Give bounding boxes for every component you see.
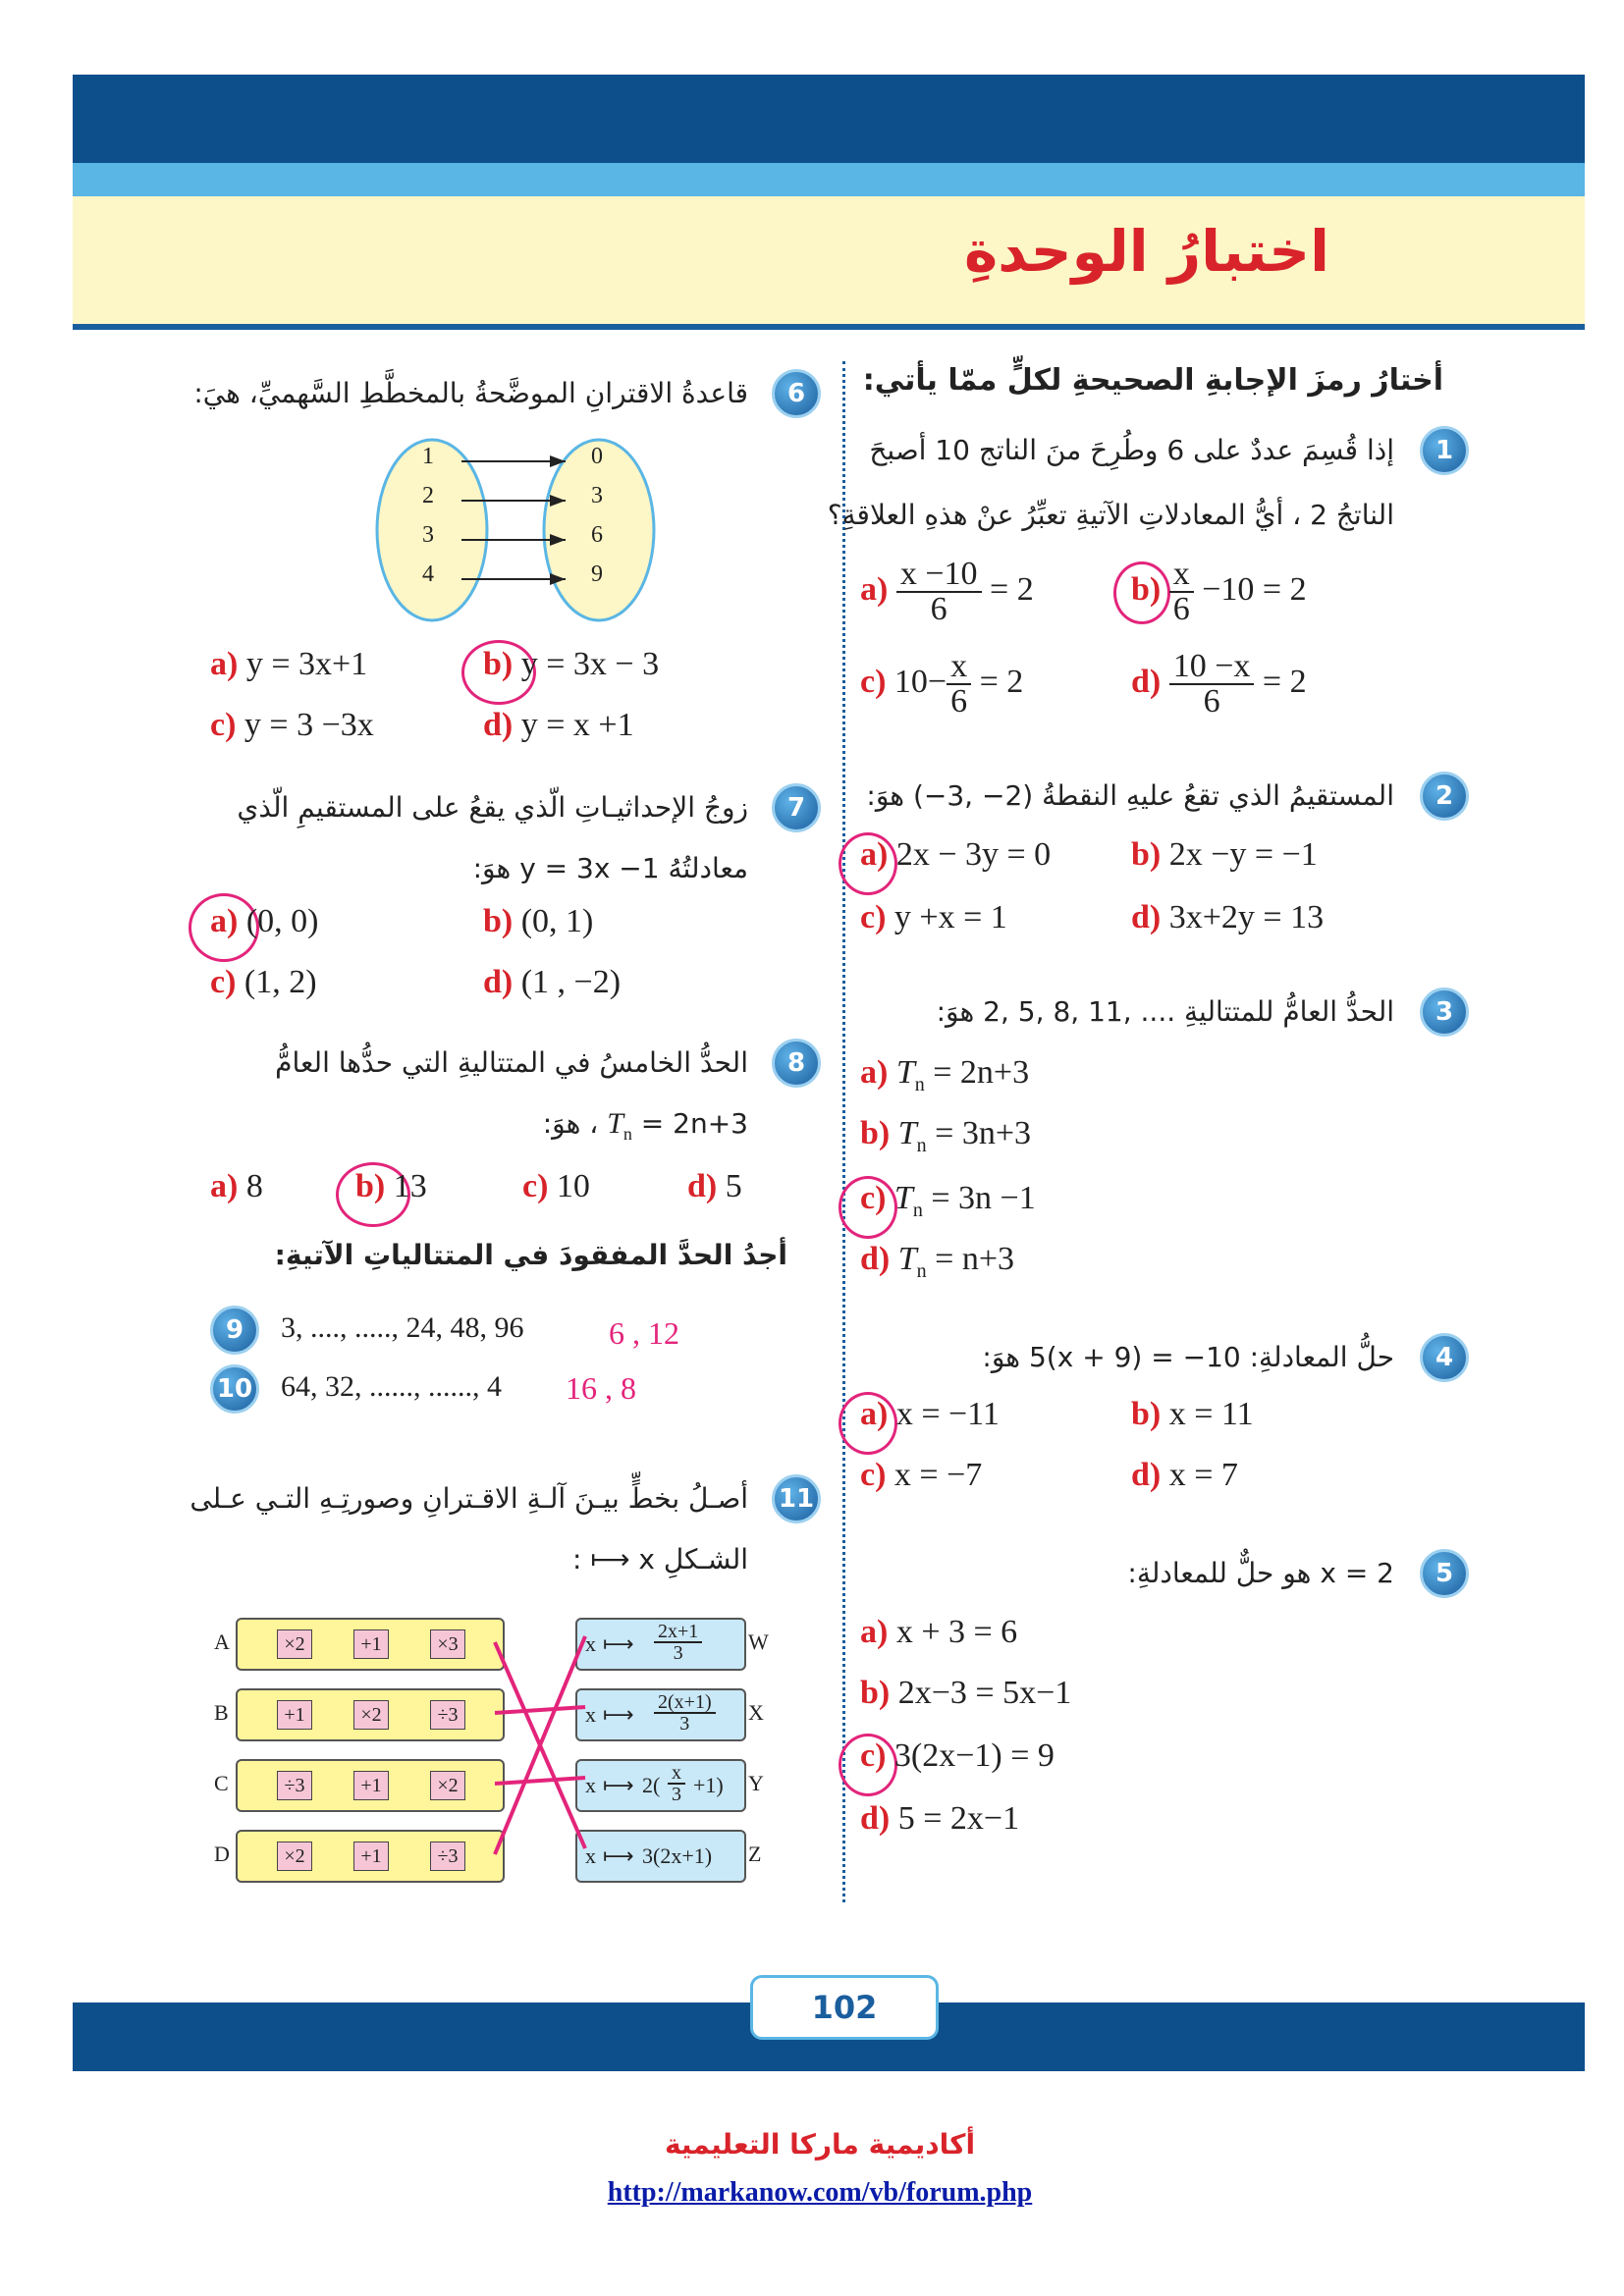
q4-option-a[interactable]: a) x = −11 xyxy=(860,1396,1000,1432)
matching-lines xyxy=(491,1610,599,1895)
academy-name: أكاديمية ماركا التعليمية xyxy=(664,2128,976,2161)
q1-line2: الناتجُ 2 ، أيُّ المعادلاتِ الآتيةِ تعبِّرُ عنْ هذهِ العلاقةِ؟ xyxy=(827,499,1394,531)
header-title-band xyxy=(73,196,1585,330)
q7-line1: زوجُ الإحداثيـاتِ الّذي يقعُ على المستقيمِ الّذي xyxy=(237,791,748,824)
q7-option-d[interactable]: d) (1 , −2) xyxy=(483,964,622,1000)
q3-option-c[interactable]: c) $T_n = 3n -1$ xyxy=(860,1180,1036,1221)
machine-label: B xyxy=(214,1700,229,1725)
q4-option-d[interactable]: d) x = 7 xyxy=(1131,1457,1238,1493)
question-number-5: 5 xyxy=(1420,1549,1469,1598)
q1-d-fraction: $\frac{10 -x}{6}$ xyxy=(1169,650,1255,719)
question-number-2: 2 xyxy=(1420,772,1469,821)
machine-op: +1 xyxy=(353,1842,389,1871)
function-machine xyxy=(236,1618,505,1671)
missing-terms-heading: أجدُ الحدَّ المفقودَ في المتتالياتِ الآتيةِ: xyxy=(274,1239,787,1271)
function-image-box: x ⟼ 3(2x+1) xyxy=(575,1830,746,1883)
q6-option-b[interactable]: b) y = 3x − 3 xyxy=(483,646,660,682)
q6-option-d[interactable]: d) y = x +1 xyxy=(483,707,634,743)
q10-sequence: 64, 32, ......, ......, 4 xyxy=(281,1370,502,1403)
machine-op: +1 xyxy=(353,1629,389,1659)
image-label: X xyxy=(748,1700,764,1725)
forum-link[interactable]: http://markanow.com/vb/forum.php xyxy=(607,2177,1033,2208)
machine-op: ×2 xyxy=(277,1842,312,1871)
machine-op: +1 xyxy=(353,1771,389,1800)
q7-option-b[interactable]: b) (0, 1) xyxy=(483,903,594,939)
machine-op: +1 xyxy=(277,1700,312,1730)
q2-text: المستقيمُ الذي تقعُ عليهِ النقطةُ (2− ,3−) هوَ: xyxy=(866,779,1394,812)
question-number-7: 7 xyxy=(772,783,821,832)
arrow-diagram xyxy=(373,432,668,628)
q5-option-d[interactable]: d) 5 = 2x−1 xyxy=(860,1800,1020,1837)
question-number-1: 1 xyxy=(1420,426,1469,475)
q3-option-b[interactable]: b) $T_n = 3n+3$ xyxy=(860,1115,1032,1156)
range-value: 6 xyxy=(591,522,603,548)
q8-option-c[interactable]: c) 10 xyxy=(522,1168,590,1204)
header-band-dark xyxy=(73,75,1585,163)
q8-line2: $T_n = 2n+3$ ، هوَ: xyxy=(542,1107,748,1144)
function-machine xyxy=(236,1759,505,1812)
image-label: Y xyxy=(748,1771,764,1795)
q1-option-c[interactable]: c) 10− $\frac{x}{6}$ = 2 xyxy=(860,648,1024,720)
page-number-box: 102 xyxy=(750,1975,939,2040)
q1-line1: إذا قُسِمَ عددٌ على 6 وطُرِحَ منَ الناتج 10 أصبحَ xyxy=(869,434,1394,466)
function-machine xyxy=(236,1830,505,1883)
function-image-box: x ⟼ $\frac{2(x+1)}{3}$ xyxy=(575,1688,746,1741)
q2-option-a[interactable]: a) 2x − 3y = 0 xyxy=(860,836,1052,873)
q3-text: الحدُّ العامُّ للمتتاليةِ .... ,11 ,8 ,5 ,2 هوَ: xyxy=(936,995,1394,1028)
machine-op: ÷3 xyxy=(430,1700,465,1730)
question-number-8: 8 xyxy=(772,1039,821,1088)
question-number-9: 9 xyxy=(210,1306,259,1355)
machine-label: D xyxy=(214,1842,230,1866)
q1-option-a[interactable]: a) $\frac{x -10}{6}$ = 2 xyxy=(860,556,1034,627)
q8-option-b[interactable]: b) 13 xyxy=(355,1168,427,1204)
q4-option-b[interactable]: b) x = 11 xyxy=(1131,1396,1254,1432)
q3-option-d[interactable]: d) $T_n = n+3$ xyxy=(860,1241,1015,1282)
machine-op: ×2 xyxy=(277,1629,312,1659)
q9-sequence: 3, ...., ....., 24, 48, 96 xyxy=(281,1311,524,1344)
q11-line1: أصـلُ بخطٍّ بيـنَ آلـةِ الاقـترانِ وصورتِـهِ التـي عـلى xyxy=(189,1482,748,1515)
q5-text: x = 2 هو حلٌّ للمعادلةِ: xyxy=(1127,1557,1394,1589)
domain-value: 2 xyxy=(422,483,434,508)
instructions: أختارُ رمزَ الإجابةِ الصحيحةِ لكلٍّ ممّا يأتي: xyxy=(862,363,1443,398)
function-image-box: x ⟼ 2( $\frac{x}{3}$ +1) xyxy=(575,1759,746,1812)
domain-value: 1 xyxy=(422,444,434,469)
domain-value: 3 xyxy=(422,522,434,548)
function-image-box: x ⟼ $\frac{2x+1}{3}$ xyxy=(575,1618,746,1671)
q9-answer: 6 , 12 xyxy=(609,1315,679,1351)
q2-option-b[interactable]: b) 2x −y = −1 xyxy=(1131,836,1318,873)
function-machine xyxy=(236,1688,505,1741)
range-value: 0 xyxy=(591,444,603,469)
q1-b-fraction: $\frac{x}{6}$ xyxy=(1169,558,1194,626)
q10-answer: 16 , 8 xyxy=(566,1370,636,1406)
header-band-light xyxy=(73,163,1585,196)
question-number-6: 6 xyxy=(772,369,821,418)
image-label: Z xyxy=(748,1842,762,1866)
machine-label: C xyxy=(214,1771,229,1795)
q2-option-d[interactable]: d) 3x+2y = 13 xyxy=(1131,899,1325,935)
q2-option-c[interactable]: c) y +x = 1 xyxy=(860,899,1007,935)
q5-option-c[interactable]: c) 3(2x−1) = 9 xyxy=(860,1737,1055,1774)
question-number-11: 11 xyxy=(772,1474,821,1523)
machine-label: A xyxy=(214,1629,230,1654)
domain-value: 4 xyxy=(422,561,434,587)
machine-op: ×2 xyxy=(430,1771,465,1800)
machine-op: ×3 xyxy=(430,1629,465,1659)
column-divider xyxy=(842,361,845,1902)
q1-option-b[interactable]: b) $\frac{x}{6}$ −10 = 2 xyxy=(1131,556,1307,627)
range-value: 9 xyxy=(591,561,603,587)
q7-line2: معادلتُهُ y = 3x −1 هوَ: xyxy=(472,852,748,884)
q6-text: قاعدةُ الاقترانِ الموضَّحةُ بالمخطَّطِ السَّهميِّ، هيَ: xyxy=(193,377,748,409)
q11-line2: الشـكلِ x ⟼ : xyxy=(571,1543,748,1575)
q5-option-b[interactable]: b) 2x−3 = 5x−1 xyxy=(860,1675,1072,1711)
range-value: 3 xyxy=(591,483,603,508)
machine-op: ÷3 xyxy=(430,1842,465,1871)
q3-option-a[interactable]: a) $T_n = 2n+3$ xyxy=(860,1054,1030,1095)
q8-option-d[interactable]: d) 5 xyxy=(687,1168,742,1204)
q4-option-c[interactable]: c) x = −7 xyxy=(860,1457,983,1493)
q8-option-a[interactable]: a) 8 xyxy=(210,1168,263,1204)
q6-option-c[interactable]: c) y = 3 −3x xyxy=(210,707,374,743)
q7-option-c[interactable]: c) (1, 2) xyxy=(210,964,317,1000)
q7-option-a[interactable]: a) (0, 0) xyxy=(210,903,319,939)
q4-text: حلُّ المعادلةِ: 10− = (9 + x)5 هوَ: xyxy=(982,1341,1394,1373)
q1-a-fraction: $\frac{x -10}{6}$ xyxy=(896,558,982,626)
machine-op: ×2 xyxy=(353,1700,389,1730)
machine-op: ÷3 xyxy=(277,1771,312,1800)
q5-option-a[interactable]: a) x + 3 = 6 xyxy=(860,1614,1018,1650)
q8-line1: الحدُّ الخامسُ في المتتاليةِ التي حدُّها العامُّ xyxy=(275,1046,748,1079)
question-number-10: 10 xyxy=(210,1364,259,1414)
q1-c-fraction: $\frac{x}{6}$ xyxy=(947,650,971,719)
page-title: اختبارُ الوحدةِ xyxy=(964,218,1329,285)
q6-option-a[interactable]: a) y = 3x+1 xyxy=(210,646,368,682)
q1-option-d[interactable]: d) $\frac{10 -x}{6}$ = 2 xyxy=(1131,648,1307,720)
image-label: W xyxy=(748,1629,769,1654)
question-number-4: 4 xyxy=(1420,1333,1469,1382)
question-number-3: 3 xyxy=(1420,988,1469,1037)
